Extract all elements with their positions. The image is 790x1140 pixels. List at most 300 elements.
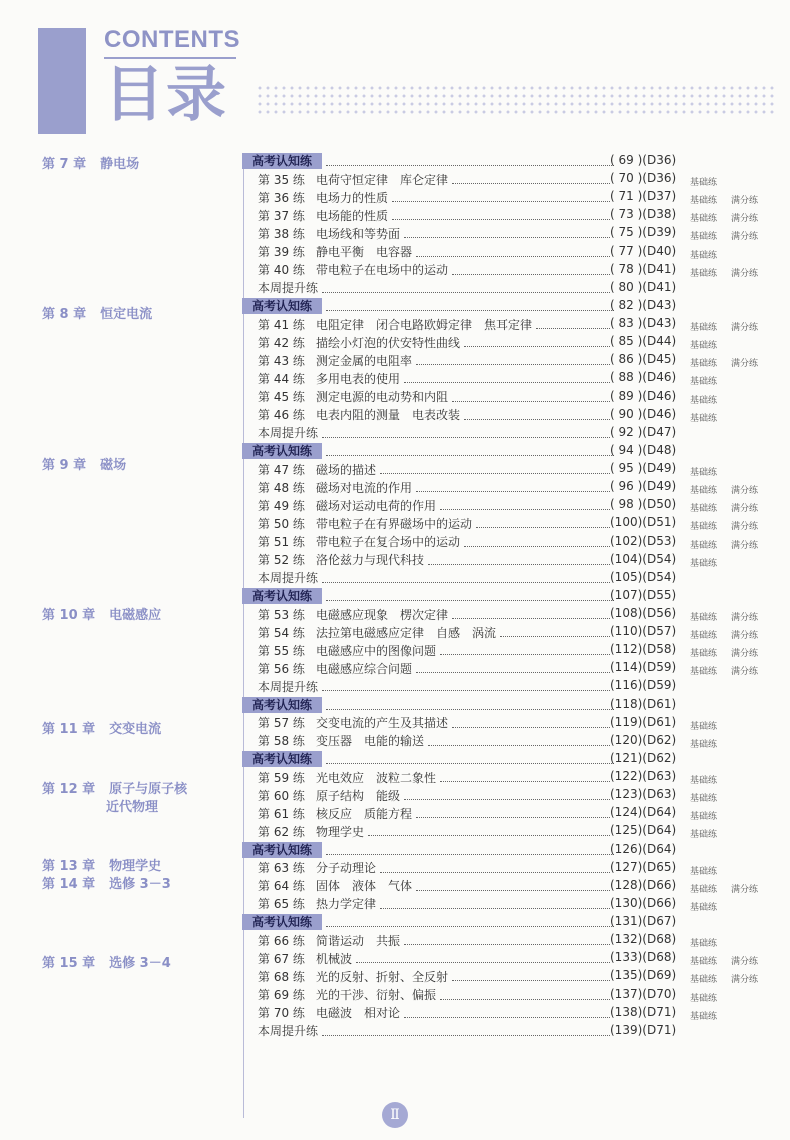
page-reference [610,805,692,819]
basic-practice-tag: 基础练 [690,776,718,787]
full-score-practice-tag: 满分练 [731,649,759,660]
answer-page-ref: (D40) [642,243,677,258]
dot-leader [440,500,610,510]
dot-leader [380,899,610,909]
answer-page-ref: (D54) [642,569,677,584]
page-number-ref: ( 90 ) [610,406,643,421]
lesson-title: 变压器 电能的输送 [316,734,425,749]
section-band-label: 高考认知练 [242,153,322,169]
page-reference [610,642,692,656]
practice-tags [690,538,758,551]
answer-page-ref: (D56) [642,606,677,620]
answer-page-ref: (D62) [642,750,677,765]
basic-practice-tag: 基础练 [690,214,718,225]
page-number-ref: (108) [610,606,643,620]
answer-page-ref: (D71) [642,1022,677,1037]
toc-lesson-row [258,315,614,333]
dot-leader [452,174,610,184]
lesson-title: 电场线和等势面 [316,226,401,241]
page-reference [610,842,692,856]
lesson-number: 第 47 练 [258,462,305,477]
answer-page-ref: (D68) [642,950,677,965]
page-number-ref: (131) [610,914,643,929]
basic-practice-tag: 基础练 [690,178,718,189]
page-number-ref: (130) [610,895,643,910]
toc-lesson-row [258,1004,614,1022]
basic-practice-tag: 基础练 [690,522,718,533]
toc-lesson-row [258,822,614,840]
answer-page-ref: (D69) [642,968,677,983]
answer-page-ref: (D65) [642,859,677,874]
toc-lesson-row [258,967,614,985]
page-reference [610,678,692,692]
answer-page-ref: (D36) [642,153,677,167]
basic-practice-tag: 基础练 [690,395,718,406]
heading-rule [104,57,236,59]
practice-tags [690,991,717,1004]
page-reference [610,443,692,457]
page-reference [610,987,692,1001]
basic-practice-tag: 基础练 [690,540,718,551]
section-band-label: 高考认知练 [242,697,322,713]
answer-page-ref: (D49) [642,479,677,494]
dot-leader [368,826,610,836]
practice-tags [690,864,717,877]
chapter-title-line2: 近代物理 [106,800,159,815]
page-number-ref: ( 71 ) [610,189,643,204]
dot-leader [464,410,610,420]
page-reference [610,189,692,203]
page-reference [610,932,692,946]
lesson-title: 核反应 质能方程 [316,806,413,821]
chapter-number: 第 14 章 [42,877,96,892]
dot-leader [440,990,610,1000]
basic-practice-tag: 基础练 [690,902,718,913]
page-reference [610,787,692,801]
chapter-heading [42,876,242,894]
lesson-number: 第 53 练 [258,607,305,622]
basic-practice-tag: 基础练 [690,232,718,243]
lesson-title: 机械波 [316,951,353,966]
page-number-ref: ( 77 ) [610,243,643,258]
section-band-label: 高考认知练 [242,914,322,930]
lesson-number: 第 67 练 [258,951,305,966]
page-number-ref: ( 69 ) [610,153,643,167]
dot-leader [476,518,610,528]
page-number-ref: (107) [610,587,643,602]
basic-practice-tag: 基础练 [690,649,718,660]
practice-tags [690,809,717,822]
lesson-number: 第 61 练 [258,806,305,821]
lesson-number: 第 65 练 [258,897,305,912]
lesson-number: 第 43 练 [258,353,305,368]
full-score-practice-tag: 满分练 [731,268,759,279]
page-reference [610,461,692,475]
chapter-title: 静电场 [100,157,140,172]
lesson-number: 第 38 练 [258,226,305,241]
practice-tags [690,338,717,351]
lesson-title: 多用电表的使用 [316,371,401,386]
answer-page-ref: (D51) [642,515,677,530]
answer-page-ref: (D45) [642,352,677,367]
lesson-number: 第 50 练 [258,516,305,531]
page-reference [610,352,692,366]
page-reference [610,225,692,239]
toc-lesson-row [258,533,614,551]
page-reference [610,823,692,837]
dot-leader [452,718,610,728]
basic-practice-tag: 基础练 [690,558,718,569]
basic-practice-tag: 基础练 [690,975,718,986]
basic-practice-tag: 基础练 [690,486,718,497]
dot-leader [326,754,614,764]
page-number-ref: ( 96 ) [610,479,643,494]
page-reference [610,552,692,566]
toc-lesson-row [258,170,614,188]
basic-practice-tag: 基础练 [690,341,718,352]
page-number-ref: (121) [610,750,643,765]
section-band-label: 高考认知练 [242,588,322,604]
lesson-number: 第 39 练 [258,245,305,260]
lesson-title: 简谐运动 共振 [316,933,401,948]
answer-page-ref: (D71) [642,1004,677,1019]
answer-page-ref: (D62) [642,732,677,747]
answer-page-ref: (D63) [642,769,677,784]
lesson-number: 第 45 练 [258,390,305,405]
page-number: Ⅱ [382,1102,408,1128]
toc-lesson-row [258,188,614,206]
dot-leader [380,863,610,873]
practice-tags [690,229,758,242]
page-number-ref: ( 94 ) [610,442,643,457]
page-number-ref: (125) [610,823,643,838]
lesson-title: 分子动理论 [316,861,377,876]
toc-lesson-row [258,388,614,406]
dot-leader [428,736,610,746]
practice-tags [690,646,758,659]
basic-practice-tag: 基础练 [690,468,718,479]
chapter-number: 第 9 章 [42,458,87,473]
dot-leader [416,881,610,891]
practice-tags [690,320,758,333]
page-reference [610,407,692,421]
page-number-ref: (112) [610,642,643,657]
chapter-title: 磁场 [100,458,127,473]
basic-practice-tag: 基础练 [690,993,718,1004]
answer-page-ref: (D38) [642,207,677,222]
basic-practice-tag: 基础练 [690,884,718,895]
page-reference [610,878,692,892]
page-number-ref: (116) [610,678,643,693]
basic-practice-tag: 基础练 [690,631,718,642]
practice-tags [690,211,758,224]
lesson-title: 测定金属的电阻率 [316,353,413,368]
chapter-number: 第 13 章 [42,859,96,874]
page-reference [610,660,692,674]
lesson-number: 第 37 练 [258,208,305,223]
page-reference [610,389,692,403]
toc-lesson-row [258,623,614,641]
chapter-title: 选修 3－4 [109,956,171,971]
basic-practice-tag: 基础练 [690,613,718,623]
answer-page-ref: (D64) [642,823,677,838]
toc-lesson-row [258,659,614,677]
toc-section-band [248,696,618,714]
practice-tags [690,556,717,569]
basic-practice-tag: 基础练 [690,413,718,424]
chapter-title: 原子与原子核 [109,782,188,797]
page-number-ref: (118) [610,696,643,711]
page-number-ref: ( 80 ) [610,279,643,294]
practice-tags [690,664,758,677]
page-number-ref: ( 86 ) [610,352,643,367]
answer-page-ref: (D61) [642,696,677,711]
dot-leader [416,482,610,492]
answer-page-ref: (D53) [642,533,677,548]
answer-page-ref: (D48) [642,442,677,457]
page-number-ref: ( 92 ) [610,424,643,439]
chapter-heading [42,607,242,625]
page-reference [610,860,692,874]
toc-lesson-row [258,931,614,949]
practice-tags [690,954,758,967]
page-reference [610,479,692,493]
dot-leader [500,627,610,637]
answer-page-ref: (D59) [642,678,677,693]
toc-lesson-row [258,605,614,623]
basic-practice-tag: 基础练 [690,359,718,370]
full-score-practice-tag: 满分练 [731,957,759,968]
page-reference [610,425,692,439]
dot-leader [326,446,614,456]
page-number-ref: (132) [610,932,643,947]
page-reference [610,896,692,910]
page-number-ref: ( 73 ) [610,207,643,222]
lesson-title: 带电粒子在复合场中的运动 [316,535,461,550]
toc-lesson-row [258,949,614,967]
toc-lesson-row [258,261,614,279]
page-reference [610,914,692,928]
answer-page-ref: (D68) [642,932,677,947]
lesson-title: 物理学史 [316,824,365,839]
page-reference [610,624,692,638]
practice-tags [690,193,758,206]
basic-practice-tag: 基础练 [690,323,718,334]
lesson-title: 光的干涉、衍射、偏振 [316,988,437,1003]
dot-leader [326,156,614,166]
answer-page-ref: (D39) [642,225,677,240]
toc-lesson-row [258,768,614,786]
chapter-title: 恒定电流 [100,307,153,322]
practice-tags [690,900,717,913]
dot-leader [416,247,610,257]
page-reference [610,298,692,312]
page-reference [610,715,692,729]
full-score-practice-tag: 满分练 [731,975,759,986]
toc-section-band [248,750,618,768]
page-reference [610,1005,692,1019]
page-reference [610,769,692,783]
page-number-ref: (114) [610,660,643,675]
page-number-ref: (104) [610,551,643,566]
lesson-title: 电阻定律 闭合电路欧姆定律 焦耳定律 [316,317,533,332]
basic-practice-tag: 基础练 [690,667,718,678]
chapter-title: 选修 3－3 [109,877,171,892]
answer-page-ref: (D58) [642,642,677,657]
page-reference [610,534,692,548]
page-reference [610,370,692,384]
lesson-number: 第 68 练 [258,969,305,984]
chapter-heading [42,955,242,973]
page-number-ref: ( 82 ) [610,297,643,312]
toc-section-band [248,152,618,170]
practice-tags [690,465,717,478]
chapter-number: 第 15 章 [42,956,96,971]
page-reference [610,968,692,982]
lesson-title: 电场能的性质 [316,208,389,223]
practice-tags [690,175,717,188]
lesson-number: 第 57 练 [258,716,305,731]
lesson-number: 第 54 练 [258,625,305,640]
chapter-number: 第 8 章 [42,307,87,322]
answer-page-ref: (D66) [642,877,677,892]
lesson-title: 本周提升练 [258,281,319,296]
page-reference [610,588,692,602]
answer-page-ref: (D55) [642,587,677,602]
dot-leader [404,935,610,945]
dot-leader [326,591,614,601]
basic-practice-tag: 基础练 [690,377,718,388]
basic-practice-tag: 基础练 [690,504,718,515]
page-reference [610,950,692,964]
page-reference [610,280,692,294]
page-reference [610,171,692,185]
page-number-ref: (138) [610,1004,643,1019]
lesson-number: 第 48 练 [258,480,305,495]
answer-page-ref: (D70) [642,986,677,1001]
answer-page-ref: (D67) [642,914,677,929]
toc-lesson-row [258,986,614,1004]
full-score-practice-tag: 满分练 [731,631,759,642]
toc-weekly-row [258,279,614,297]
lesson-title: 本周提升练 [258,571,319,586]
answer-page-ref: (D43) [642,316,677,331]
lesson-title: 带电粒子在有界磁场中的运动 [316,516,473,531]
lesson-number: 第 59 练 [258,770,305,785]
answer-page-ref: (D63) [642,787,677,802]
lesson-number: 第 49 练 [258,498,305,513]
practice-tags [690,1009,717,1022]
chapter-heading [42,721,242,739]
toc-lesson-row [258,859,614,877]
dot-leader [404,228,610,238]
toc-lesson-row [258,551,614,569]
page-reference [610,244,692,258]
lesson-title: 磁场的描述 [316,462,377,477]
page-number-ref: (137) [610,986,643,1001]
toc-lesson-row [258,206,614,224]
page-number-ref: ( 95 ) [610,461,643,476]
answer-page-ref: (D66) [642,895,677,910]
full-score-practice-tag: 满分练 [731,667,759,678]
dot-leader [452,609,610,619]
answer-page-ref: (D41) [642,279,677,294]
practice-tags [690,773,717,786]
lesson-title: 本周提升练 [258,679,319,694]
practice-tags [690,266,758,279]
lesson-title: 电表内阻的测量 电表改装 [316,408,461,423]
full-score-practice-tag: 满分练 [731,613,759,623]
page-number-ref: (124) [610,805,643,820]
lesson-number: 第 55 练 [258,643,305,658]
toc-section-band [248,297,618,315]
dot-leader [416,355,610,365]
basic-practice-tag: 基础练 [690,268,718,279]
lesson-title: 原子结构 能级 [316,788,401,803]
practice-tags [690,936,717,949]
practice-tags [690,719,717,732]
chapter-title: 电磁感应 [109,608,162,623]
dot-leader [452,392,610,402]
answer-page-ref: (D44) [642,334,677,349]
toc-lesson-row [258,895,614,913]
section-band-label: 高考认知练 [242,298,322,314]
dot-leader [536,319,610,329]
lesson-title: 光的反射、折射、全反射 [316,969,449,984]
lesson-title: 电磁感应现象 楞次定律 [316,607,449,622]
page-reference [610,262,692,276]
dot-leader [404,373,610,383]
answer-page-ref: (D49) [642,461,677,476]
answer-page-ref: (D41) [642,261,677,276]
toc-lesson-row [258,786,614,804]
toc-lesson-row [258,877,614,895]
section-band-label: 高考认知练 [242,443,322,459]
toc-section-band [248,913,618,931]
page-reference [610,1023,692,1037]
answer-page-ref: (D64) [642,805,677,820]
dot-leader [356,953,610,963]
basic-practice-tag: 基础练 [690,794,718,805]
toc-lesson-row [258,478,614,496]
page-reference [610,515,692,529]
toc-lesson-row [258,804,614,822]
dot-leader [322,1026,610,1036]
dot-leader [326,700,614,710]
practice-tags [690,972,758,985]
full-score-practice-tag: 满分练 [731,884,759,895]
chapter-number: 第 7 章 [42,157,87,172]
full-score-practice-tag: 满分练 [731,359,759,370]
page-number-ref: ( 85 ) [610,334,643,349]
lesson-title: 电荷守恒定律 库仑定律 [316,172,449,187]
page-reference [610,334,692,348]
lesson-title: 光电效应 波粒二象性 [316,770,437,785]
basic-practice-tag: 基础练 [690,739,718,750]
basic-practice-tag: 基础练 [690,196,718,207]
dot-leader [326,845,614,855]
answer-page-ref: (D50) [642,497,677,512]
contents-heading: CONTENTS [104,26,240,53]
toc-section-band [248,841,618,859]
page-number-ref: ( 70 ) [610,171,643,186]
page-number-ref: (127) [610,859,643,874]
dot-leader [322,428,610,438]
answer-page-ref: (D57) [642,624,677,639]
page-reference [610,733,692,747]
toc-lesson-row [258,732,614,750]
chapter-number: 第 10 章 [42,608,96,623]
